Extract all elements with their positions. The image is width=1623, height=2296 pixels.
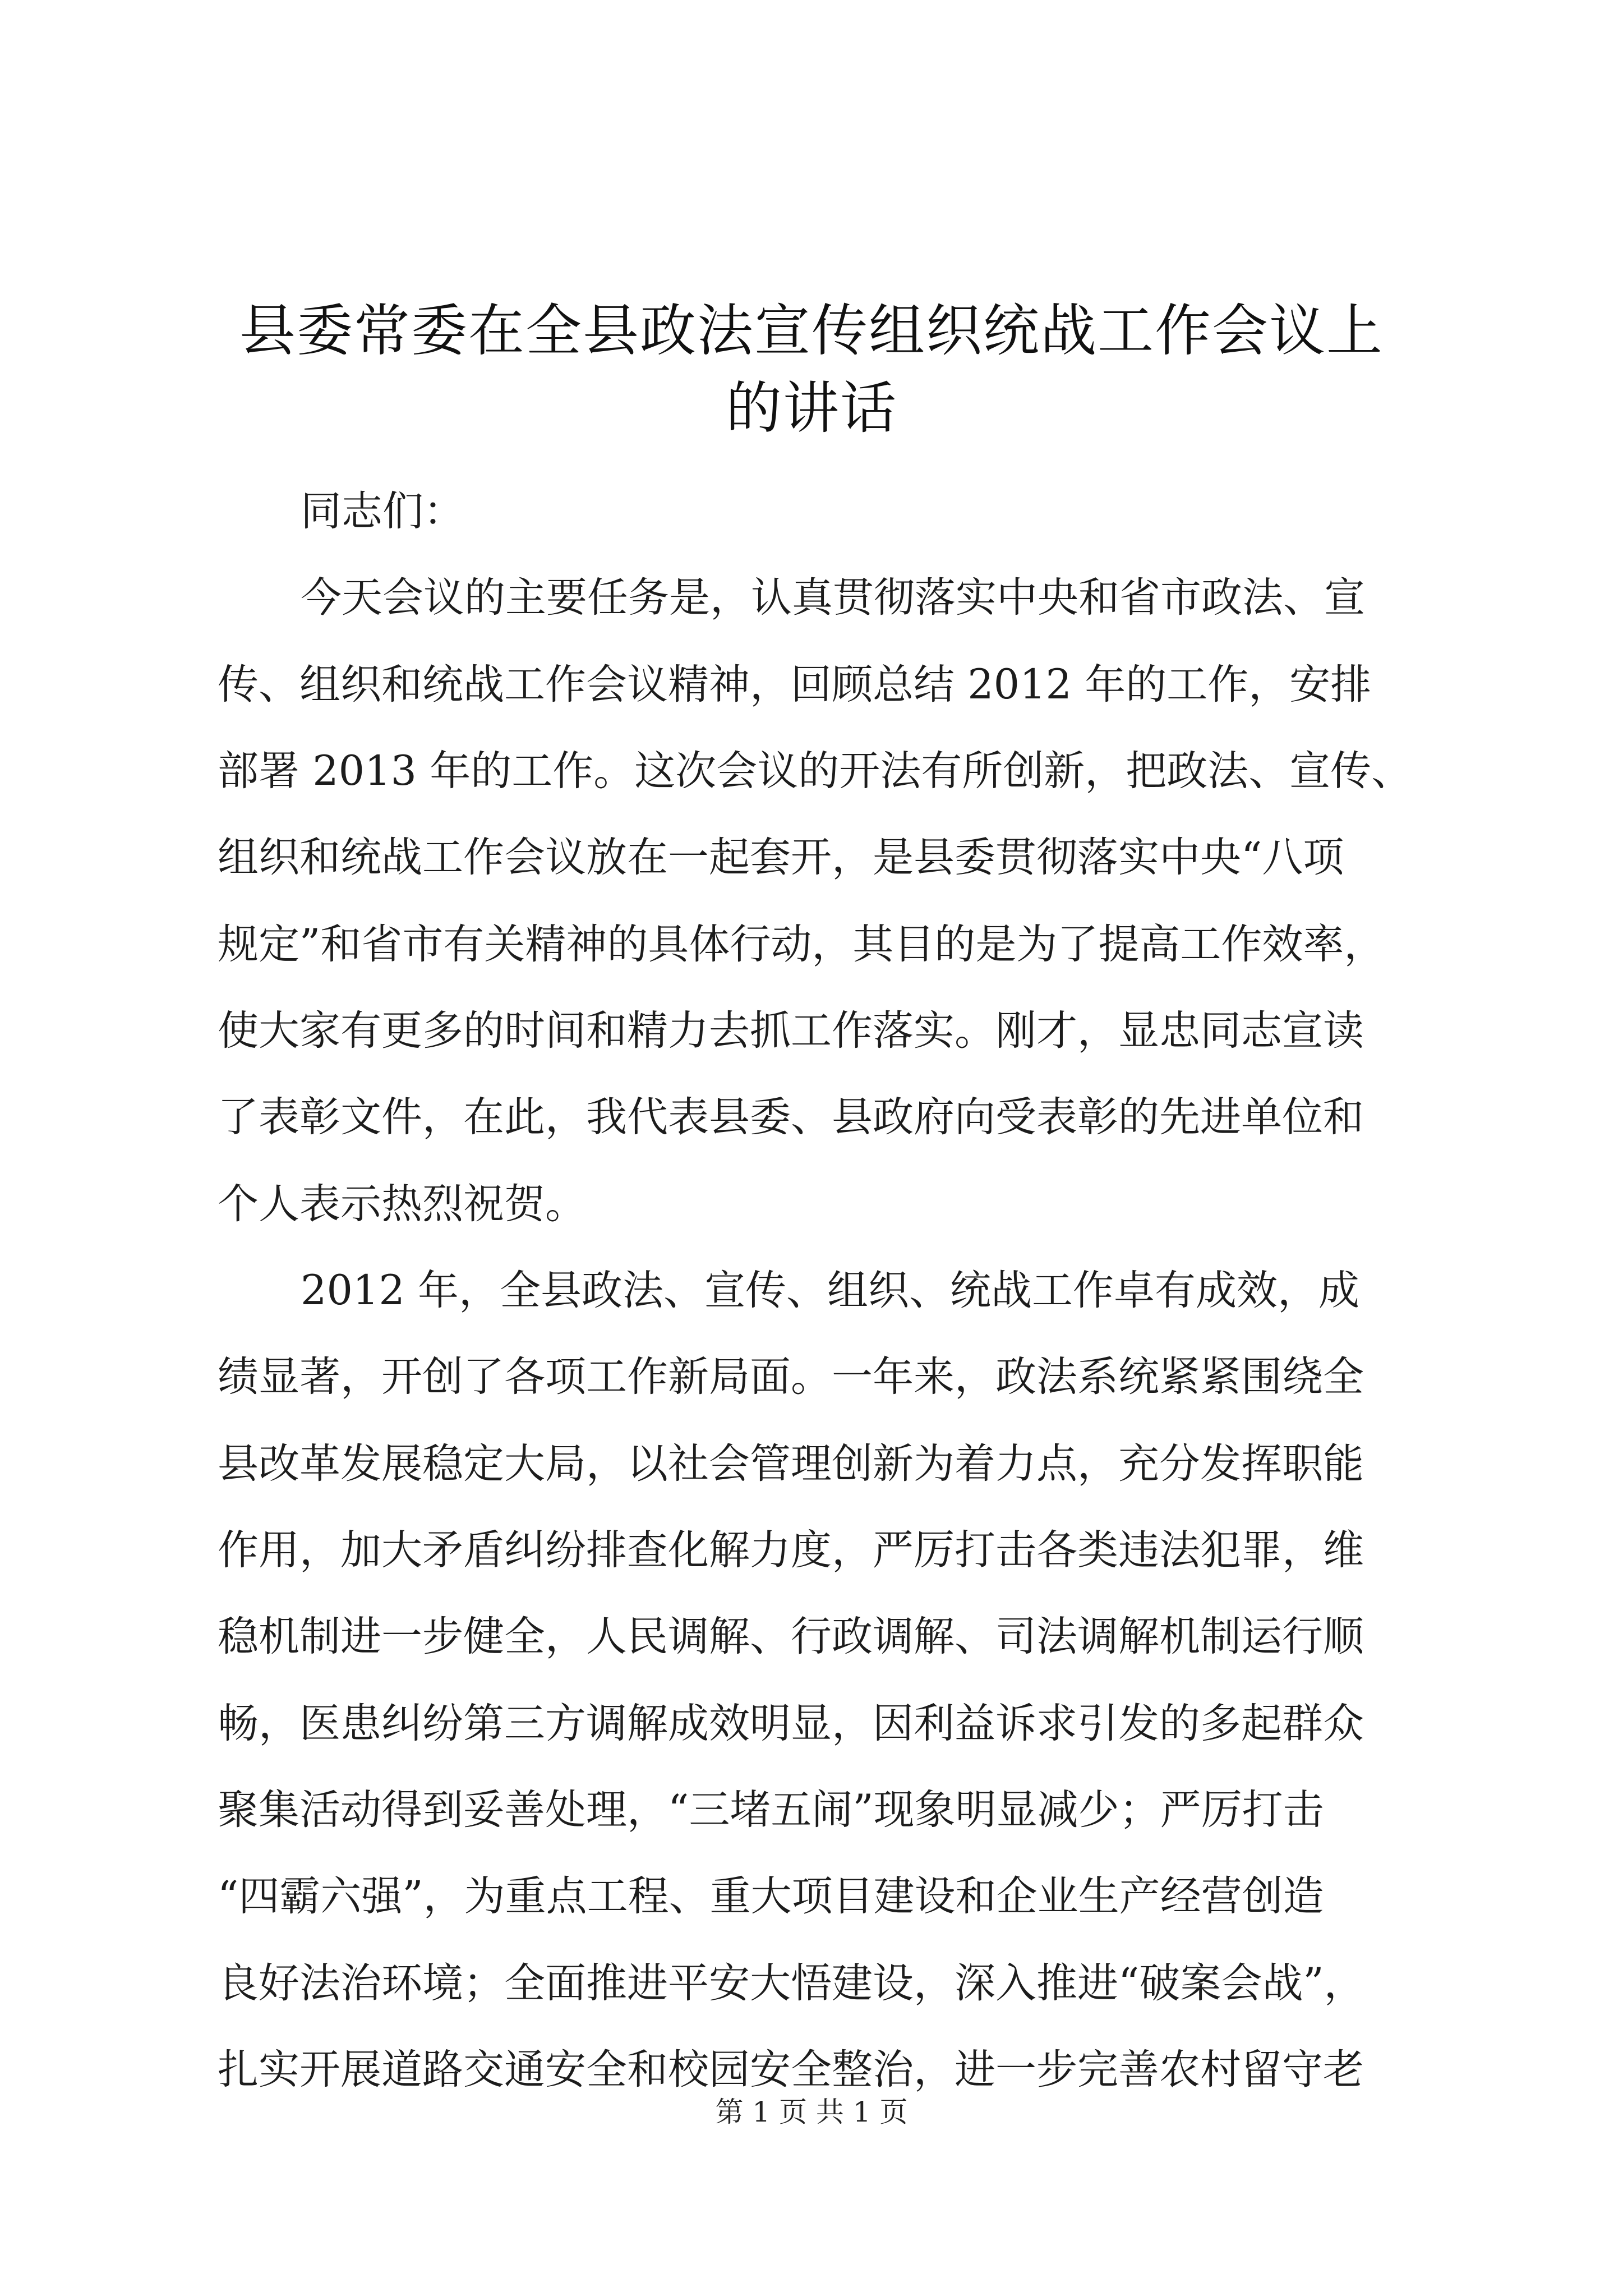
paragraph-line: 部署 2013 年的工作。这次会议的开法有所创新，把政法、宣传、: [218, 747, 1413, 795]
paragraph-line: 县改革发展稳定大局，以社会管理创新为着力点，充分发挥职能: [218, 1440, 1364, 1488]
document-title-line-2: 的讲话: [726, 375, 897, 441]
paragraph-line: 作用，加大矛盾纠纷排查化解力度，严厉打击各类违法犯罪，维: [218, 1526, 1364, 1574]
paragraph-line: 稳机制进一步健全，人民调解、行政调解、司法调解机制运行顺: [218, 1613, 1364, 1660]
paragraph-line: 良好法治环境；全面推进平安大悟建设，深入推进“破案会战”，: [218, 1959, 1365, 2007]
salutation: 同志们：: [301, 487, 464, 535]
page-footer: 第 1 页 共 1 页: [715, 2096, 908, 2128]
paragraph-line: 规定”和省市有关精神的具体行动，其目的是为了提高工作效率，: [218, 921, 1385, 968]
document-title-line-1: 县委常委在全县政法宣传组织统战工作会议上: [239, 298, 1384, 364]
paragraph-line: 绩显著，开创了各项工作新局面。一年来，政法系统紧紧围绕全: [218, 1353, 1364, 1401]
paragraph-line: 组织和统战工作会议放在一起套开，是县委贯彻落实中央“八项: [218, 834, 1344, 881]
paragraph-line: 2012 年，全县政法、宣传、组织、统战工作卓有成效，成: [301, 1267, 1359, 1314]
paragraph-line: 今天会议的主要任务是，认真贯彻落实中央和省市政法、宣: [301, 574, 1365, 622]
paragraph-line: 传、组织和统战工作会议精神，回顾总结 2012 年的工作，安排: [218, 661, 1372, 708]
paragraph-line: 聚集活动得到妥善处理，“三堵五闹”现象明显减少；严厉打击: [218, 1786, 1324, 1834]
paragraph-line: 了表彰文件，在此，我代表县委、县政府向受表彰的先进单位和: [218, 1093, 1364, 1141]
paragraph-line: 使大家有更多的时间和精力去抓工作落实。刚才，显忠同志宣读: [218, 1007, 1364, 1055]
paragraph-line: “四霸六强”，为重点工程、重大项目建设和企业生产经营创造: [218, 1872, 1324, 1920]
paragraph-line: 扎实开展道路交通安全和校园安全整治，进一步完善农村留守老: [218, 2046, 1364, 2093]
paragraph-line: 畅，医患纠纷第三方调解成效明显，因利益诉求引发的多起群众: [218, 1700, 1364, 1747]
paragraph-line: 个人表示热烈祝贺。: [218, 1180, 586, 1228]
